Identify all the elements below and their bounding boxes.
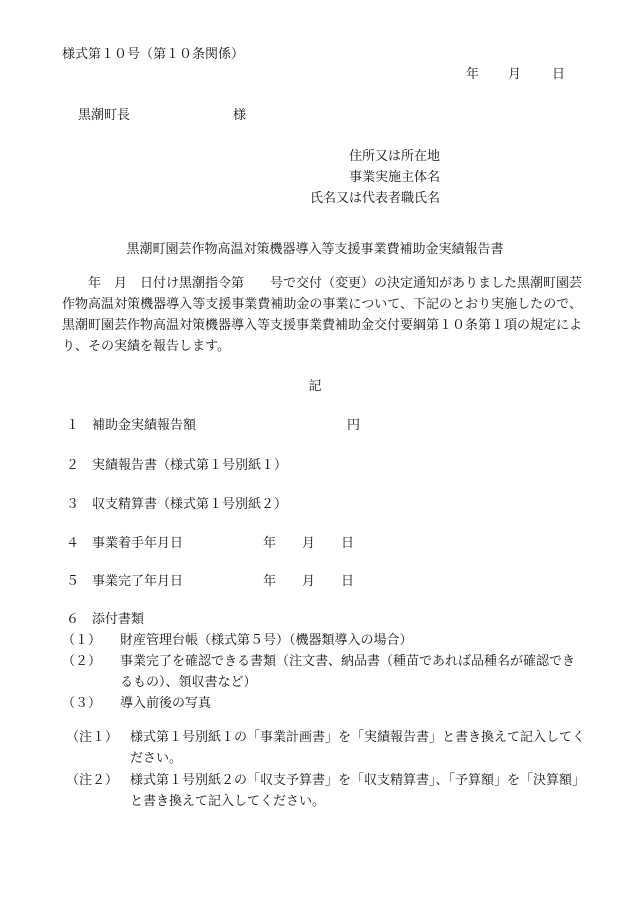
list-item: [62, 693, 582, 714]
item-2: [66, 457, 287, 475]
form-number: 様式第１０号（第１０条関係）: [62, 47, 245, 62]
note-text: 様式第１号別紙２の「収支予算書」を「収支精算書」、「予算額」を「決算額」と書き換えて記入してください。: [130, 773, 586, 809]
date-day: 日: [552, 67, 566, 82]
list-item-number: （２）: [62, 654, 102, 669]
date-year: 年: [466, 67, 480, 82]
item-label: 実績報告書（様式第１号別紙１）: [92, 458, 288, 473]
note-1: [66, 727, 586, 769]
item-number: ６: [66, 612, 80, 627]
note-label: （注１）: [66, 730, 119, 745]
applicant-block: [300, 146, 440, 209]
item-label: 添付書類: [92, 612, 145, 627]
date-month: 月: [508, 67, 522, 82]
item-label: 事業完了年月日: [92, 574, 184, 589]
item-6: [66, 611, 144, 629]
item-3: [66, 496, 287, 514]
item-number: ４: [66, 536, 80, 551]
recipient-name: 黒潮町長: [78, 108, 131, 123]
list-item-number: （３）: [62, 696, 102, 711]
list-item: [62, 651, 582, 693]
item-value: 円: [347, 418, 361, 433]
recipient: [78, 107, 247, 125]
body-paragraph: [62, 273, 582, 357]
item-4: [66, 535, 355, 553]
item-label: 収支精算書（様式第１号別紙２）: [92, 497, 288, 512]
item-number: ３: [66, 497, 80, 512]
body-text: 年 月 日付け黒潮指令第 号で交付（変更）の決定通知がありました黒潮町園芸作物高温対策機器導入等支援事業費補助金の事業について、下記のとおり実施したので、黒潮町園芸作物高温対策機器導入等支援事業費補助金交付要綱第１０条第１項の規定により、その実績を報告します。: [62, 276, 583, 354]
attachments-list: [62, 630, 582, 714]
list-item-text: 財産管理台帳（様式第５号）（機器類導入の場合）: [120, 633, 413, 648]
item-number: ５: [66, 574, 80, 589]
list-item: [62, 630, 582, 651]
document-title: 黒潮町園芸作物高温対策機器導入等支援事業費補助金実績報告書: [126, 242, 504, 257]
item-number: １: [66, 418, 80, 433]
applicant-address-label: 住所又は所在地: [348, 149, 440, 164]
applicant-entity-label: 事業実施主体名: [348, 170, 440, 185]
item-value: 年 月 日: [263, 536, 355, 551]
list-item-text: 事業完了を確認できる書類（注文書、納品書（種苗であれば品種名が確認できるもの）、領収書など）: [120, 654, 576, 690]
recipient-honorific: 様: [233, 108, 247, 123]
note-text: 様式第１号別紙１の「事業計画書」を「実績報告書」と書き換えて記入してください。: [130, 730, 586, 766]
list-item-text: 導入前後の写真: [120, 696, 212, 711]
item-label: 補助金実績報告額: [92, 418, 197, 433]
note-2: [66, 770, 586, 812]
item-1: [66, 417, 361, 435]
list-item-number: （１）: [62, 633, 102, 648]
item-value: 年 月 日: [263, 574, 355, 589]
item-label: 事業着手年月日: [92, 536, 184, 551]
applicant-name-label: 氏名又は代表者職氏名: [309, 191, 440, 206]
item-number: ２: [66, 458, 80, 473]
note-label: （注２）: [66, 773, 119, 788]
item-5: [66, 573, 355, 591]
ki-heading: 記: [308, 379, 322, 394]
